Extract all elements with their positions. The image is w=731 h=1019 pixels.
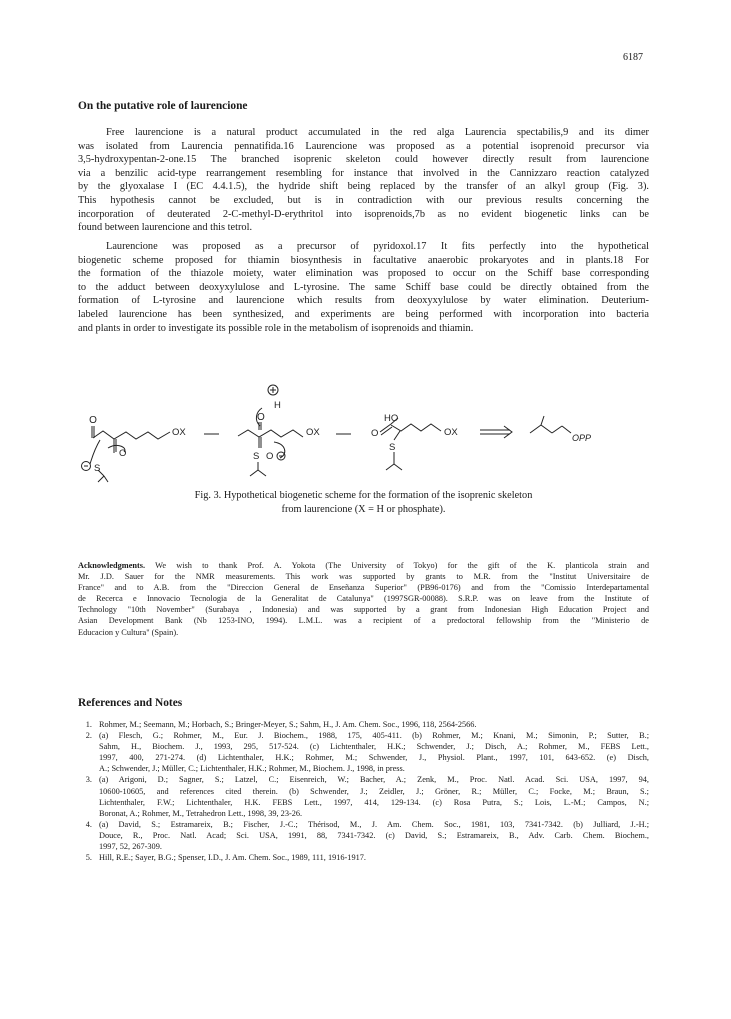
reference-item: [78, 719, 649, 730]
reference-number: 4.: [85, 819, 92, 829]
svg-text:H: H: [274, 400, 281, 411]
ack-heading: Acknowledgments.: [78, 561, 146, 570]
ack-line: Educacion y Cultura" (Spain).: [78, 627, 179, 637]
ack-line: de Recerca e Innovacio Tecnologia de la Generalitat de Catalunya" (1997SGR-00088). S.R.P. was on leave from the Institute of: [78, 594, 649, 604]
references-list: [78, 719, 649, 863]
svg-text:S: S: [253, 451, 260, 462]
text-line: Free laurencione is a natural product accumulated in the red alga Laurencia spectabilis,9 and its dimer: [106, 127, 649, 138]
ack-line: France" and to A.B. from the "Direccion General de Enseñanza Superior" (PB96-0176) and from the "Comissio Interdepartamental: [78, 583, 649, 593]
acknowledgments: [78, 560, 649, 638]
svg-text:S: S: [94, 463, 101, 474]
caption-line: from laurencione (X = H or phosphate).: [281, 503, 446, 515]
reference-line: Douce, R., Proc. Natl. Acad; Sci. USA, 1991, 88, 7341-7342. (c) David, S.; Estramareix, B., Adv. Carb. Chem. Biochem.,: [99, 830, 649, 840]
reference-item: [78, 852, 649, 863]
text-line: and plants in order to investigate its possible role in the metabolism of isoprenoids and thiamin.: [78, 322, 474, 334]
reference-item: [78, 774, 649, 818]
reference-line: 1997, 52, 267-309.: [99, 842, 162, 852]
text-line: found between laurencione and this tetrol.: [78, 222, 253, 234]
svg-text:O: O: [119, 448, 127, 459]
text-line: to the adduct between deoxyxylulose and L-tyrosine. The same Schiff base could be directly obtained from the: [78, 281, 649, 293]
paragraph-2: [78, 240, 649, 335]
reference-number: 2.: [85, 731, 92, 741]
reference-line: A.; Schwender, J.; Müller, C.; Lichtenthaler, H.K.; Rohmer, M., Biochem. J., 1998, in press.: [99, 764, 405, 774]
caption-line: Fig. 3. Hypothetical biogenetic scheme for the formation of the isoprenic skeleton: [194, 490, 533, 501]
reference-item: [78, 730, 649, 774]
svg-text:O: O: [266, 451, 274, 462]
reference-line: 10600-10605, and references cited therein. (b) Schwender, J.; Zeidler, J.; Gröner, R.; Müller, C.; Focke, M.; Braun, S.;: [99, 786, 649, 796]
reference-number: 1.: [85, 720, 92, 729]
text-line: This hypothesis cannot be excluded, but is in contradiction with our previous results concerning the: [78, 194, 649, 206]
reference-line: Sahm, H., Biochem. J., 1993, 295, 517-524. (c) Lichtenthaler, H.K.; Schwender, J.; Disch, A.; Rohmer, M., FEBS Lett.,: [99, 742, 649, 752]
reference-line: (a) David, S.; Estramareix, B.; Fischer, J.-C.; Thérisod, M., J. Am. Chem. Soc., 1981, 103, 7341-7342. (b) Julliard, J.-H.;: [99, 819, 649, 829]
text-line: labeled laurencione has been synthesized, and experiments are being performed with incorporation into bacteria: [78, 308, 649, 320]
text-line: the formation of the thiazole moiety, water elimination was proposed to occur on the Schiff base corresponding: [78, 268, 649, 280]
structure-hydride-intermediate: [238, 385, 320, 476]
reference-line: Lichtenthaler, F.W.; Lichtenthaler, H.K. FEBS Lett., 1997, 414, 129-134. (c) Rosa Putra, S.; Lois, L.-M.; Campos, N.;: [99, 797, 649, 807]
svg-text:S: S: [389, 442, 396, 453]
structure-laurencione-adduct: [82, 415, 187, 482]
svg-text:OX: OX: [172, 427, 186, 438]
page-number: 6187: [623, 52, 643, 63]
reference-line: (a) Flesch, G.; Rohmer, M., Eur. J. Biochem., 1988, 175, 405-411. (b) Rohmer, M.; Knani, M.; Simonin, P.; Sutter, B.;: [99, 731, 649, 741]
svg-text:HO: HO: [384, 413, 399, 424]
structure-isoprenoid-opp: [530, 416, 591, 443]
svg-text:O: O: [257, 412, 265, 423]
svg-text:O: O: [371, 428, 379, 439]
reference-line: 1997, 400, 271-274. (d) Lichtenthaler, H.K.; Rohmer, M.; Schwender, J., Physiol. Plant., 1997, 101, 643-652. (e) Disch,: [99, 753, 649, 763]
text-line: via a benzilic acid-type rearrangement resembling for instance that involved in the Cannizzaro reaction catalyzed: [78, 167, 649, 179]
reference-number: 5.: [85, 853, 92, 863]
double-arrow: [480, 426, 512, 438]
ack-line: Technology "10th November" (Surabaya , Indonesia) and was supported by a grant from Indonesian High Education Project and: [78, 605, 649, 615]
reference-line: (a) Arigoni, D.; Sagner, S.; Latzel, C.; Eisenreich, W.; Bacher, A.; Zenk, M., Proc. Natl. Acad. Sci. USA, 1997, 94,: [99, 775, 649, 785]
svg-text:OX: OX: [444, 427, 458, 438]
ack-line: Mr. J.D. Sauer for the NMR measurements. This work was supported by grants to M.R. from the "Institut Universitaire de: [78, 572, 649, 582]
ack-line: Acknowledgments. We wish to thank Prof. A. Yokota (The University of Tokyo) for the gift of the K. planticola strain and: [78, 561, 649, 570]
reference-number: 3.: [85, 775, 92, 785]
reference-line: Hill, R.E.; Sayer, B.G.; Spenser, I.D., J. Am. Chem. Soc., 1989, 111, 1916-1917.: [99, 853, 366, 863]
text-line: 3,5-hydroxypentan-2-one.15 The branched isoprenic skeleton could however directly result from laurencione: [78, 154, 649, 166]
text-line: was isolated from Laurencia pennatifida.16 Laurencione was proposed as a potential isoprenoid precursor via: [78, 140, 649, 152]
svg-text:OX: OX: [306, 427, 320, 438]
text-line: Laurencione was proposed as a precursor of pyridoxol.17 It fits perfectly into the hypothetical: [106, 241, 649, 252]
references-heading: References and Notes: [78, 697, 183, 709]
svg-text:O: O: [89, 415, 97, 426]
text-line: incorporation of deuterated 2-C-methyl-D-erythritol into isoprenoids,7b as no evident biogenetic links can be: [78, 208, 649, 220]
reference-line: Rohmer, M.; Seemann, M.; Horbach, S.; Bringer-Meyer, S.; Sahm, H., J. Am. Chem. Soc., 1996, 118, 2564-2566.: [99, 720, 477, 729]
reference-item: [78, 819, 649, 852]
structure-rearranged-product: [371, 413, 458, 470]
text-line: formation of L-tyrosine and laurencione which results from deoxyxylulose by water elimination. Deuterium-: [78, 295, 649, 307]
ack-line: Asian Development Bank (Nb 1253-INO, 1994). L.M.L. was a recipient of a predoctoral fellowship from the "Ministerio de: [78, 616, 649, 626]
biogenetic-scheme-figure: [78, 378, 649, 488]
section-title: On the putative role of laurencione: [78, 100, 248, 112]
text-line: by the glyoxalase I (EC 4.4.1.5), the hydride shift being replaced by the transfer of an alkyl group (Fig. 3).: [78, 181, 649, 193]
paragraph-1: [78, 126, 649, 235]
figure-caption: [78, 489, 649, 516]
reference-line: Boronat, A.; Rohmer, M., Tetrahedron Lett., 1998, 39, 23-26.: [99, 808, 303, 818]
text-line: biogenetic scheme proposed for thiamin biosynthesis in facultative anaerobic prokaryotes and in plants.18 For: [78, 254, 649, 266]
svg-text:OPP: OPP: [572, 433, 592, 443]
